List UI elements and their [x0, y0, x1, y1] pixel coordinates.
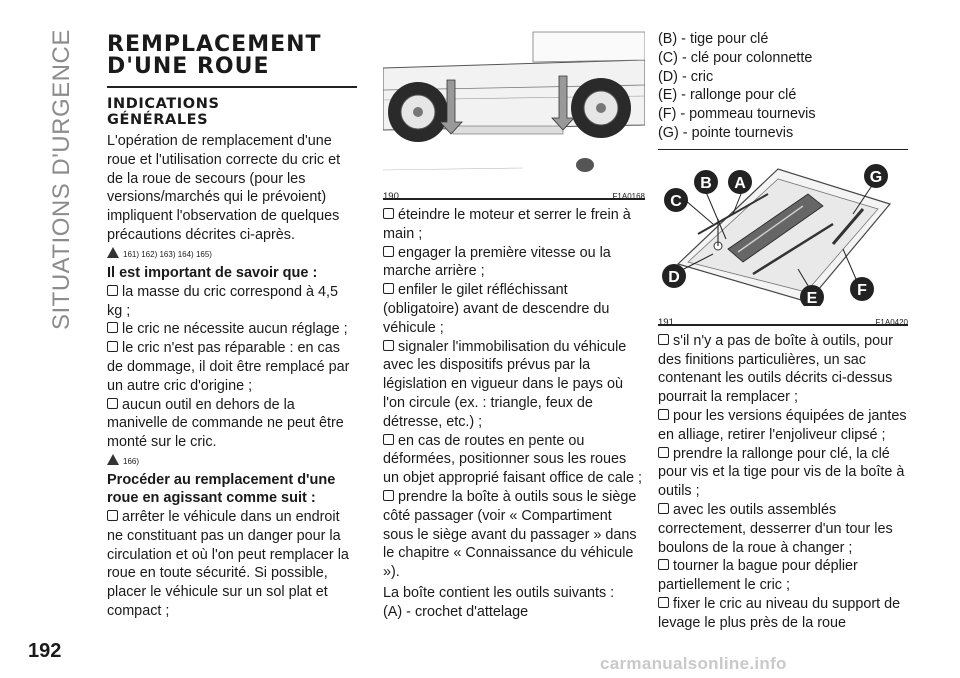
checkbox-icon [658, 597, 669, 608]
title-divider [107, 86, 357, 88]
checkbox-icon [658, 409, 669, 420]
tool-item: (A) - crochet d'attelage [383, 603, 529, 620]
label-b: B [700, 174, 712, 192]
warning-refs: 161) 162) 163) 164) 165) [107, 249, 357, 261]
intro-paragraph: L'opération de remplacement d'une roue et l'utilisation correcte du cric et de la roue de secours (pour les versions/marchés qui le prévoient) impliquent l'observation de quelques précautions décrites ci-après. [107, 133, 341, 243]
checkbox-icon [658, 447, 669, 458]
checkbox-icon [383, 490, 394, 501]
warning-icon [107, 247, 119, 258]
list-item: tourner la bague pour déplier partiellement le cric ; [658, 558, 858, 594]
list-item: prendre la rallonge pour clé, la clé pour vis et la tige pour vis de la boîte à outils ; [658, 445, 905, 500]
checkbox-icon [107, 285, 118, 296]
list-item: signaler l'immobilisation du véhicule avec les dispositifs prévus par la législation en vigueur dans le pays où l'on circule (ex. : triangle, feux de détresse, etc.) ; [383, 338, 627, 430]
checkbox-icon [658, 334, 669, 345]
list-item: s'il n'y a pas de boîte à outils, pour des finitions particulières, un sac contenant les outils décrits ci-dessus pourrait la remplacer ; [658, 332, 893, 406]
checkbox-icon [107, 341, 118, 352]
label-e: E [806, 289, 818, 306]
column-1 [107, 30, 357, 621]
tool-item: (B) - tige pour clé [658, 31, 769, 47]
figure-caption: 190 F1A0168 [383, 190, 645, 202]
label-a: A [734, 174, 746, 192]
figure-caption: 191 F1A0420 [658, 316, 908, 328]
checkbox-icon [383, 340, 394, 351]
heading-procedure: Procéder au remplacement d'une roue en agissant comme suit : [107, 471, 336, 506]
checkbox-icon [383, 283, 394, 294]
list-item: le cric ne nécessite aucun réglage ; [107, 320, 357, 339]
list-item: le cric n'est pas réparable : en cas de dommage, il doit être remplacé par un autre cric d'origine ; [107, 340, 350, 394]
divider [658, 149, 908, 150]
checkbox-icon [383, 246, 394, 257]
subsection-title: INDICATIONS GÉNÉRALES [107, 96, 220, 128]
list-item: la masse du cric correspond à 4,5 kg ; [107, 283, 338, 319]
tools-intro: La boîte contient les outils suivants : [383, 584, 615, 601]
list-item: avec les outils assemblés correctement, desserrer d'un tour les boulons de la roue à changer ; [658, 501, 893, 556]
tool-item: (G) - pointe tournevis [658, 124, 794, 141]
checkbox-icon [658, 559, 669, 570]
label-c: C [670, 192, 682, 210]
label-d: D [668, 268, 680, 286]
label-f: F [857, 281, 867, 299]
list-item: enfiler le gilet réfléchissant (obligatoire) avant de descendre du véhicule ; [383, 282, 610, 336]
checkbox-icon [658, 503, 669, 514]
label-g: G [869, 168, 883, 186]
tool-item: (C) - clé pour colonnette [658, 49, 813, 66]
section-title: REMPLACEMENT D'UNE ROUE [107, 32, 322, 79]
list-item: fixer le cric au niveau du support de levage le plus près de la roue [658, 595, 901, 631]
list-item: pour les versions équipées de jantes en alliage, retirer l'enjoliveur clipsé ; [658, 407, 907, 443]
checkbox-icon [107, 398, 118, 409]
list-item: en cas de routes en pente ou déformées, positionner sous les roues un objet approprié faisant office de cale ; [383, 432, 642, 487]
watermark: carmanualsonline.info [600, 654, 787, 673]
heading-important: Il est important de savoir que : [107, 264, 318, 281]
list-item: éteindre le moteur et serrer le frein à main ; [383, 207, 631, 242]
warning-icon [107, 454, 119, 465]
figure-191 [658, 154, 908, 326]
column-3 [658, 30, 908, 633]
list-item: aucun outil en dehors de la manivelle de commande ne peut être monté sur le cric. [107, 396, 344, 451]
checkbox-icon [383, 208, 394, 219]
column-2 [383, 30, 645, 622]
checkbox-icon [383, 434, 394, 445]
tool-item: (D) - cric [658, 68, 714, 85]
page-number: 192 [28, 640, 62, 662]
list-item: prendre la boîte à outils sous le siège côté passager (voir « Compartiment sous le siège avant du passager » dans le chapitre « Connaissance du véhicule »). [383, 488, 637, 581]
warning-refs: 166) [107, 456, 357, 468]
checkbox-icon [107, 322, 118, 333]
van-underside-illustration [383, 30, 645, 180]
tool-item: (E) - rallonge pour clé [658, 87, 797, 104]
side-title: SITUATIONS D'URGENCE [48, 29, 75, 330]
toolbox-illustration [658, 154, 908, 306]
checkbox-icon [107, 510, 118, 521]
tool-item: (F) - pommeau tournevis [658, 106, 816, 123]
list-item: arrêter le véhicule dans un endroit ne constituant pas un danger pour la circulation et où l'on peut remplacer la roue en toute sécurité. Si possible, placer le véhicule sur un sol plat et compact ; [107, 508, 349, 619]
list-item: engager la première vitesse ou la marche arrière ; [383, 244, 611, 280]
figure-190 [383, 30, 645, 200]
